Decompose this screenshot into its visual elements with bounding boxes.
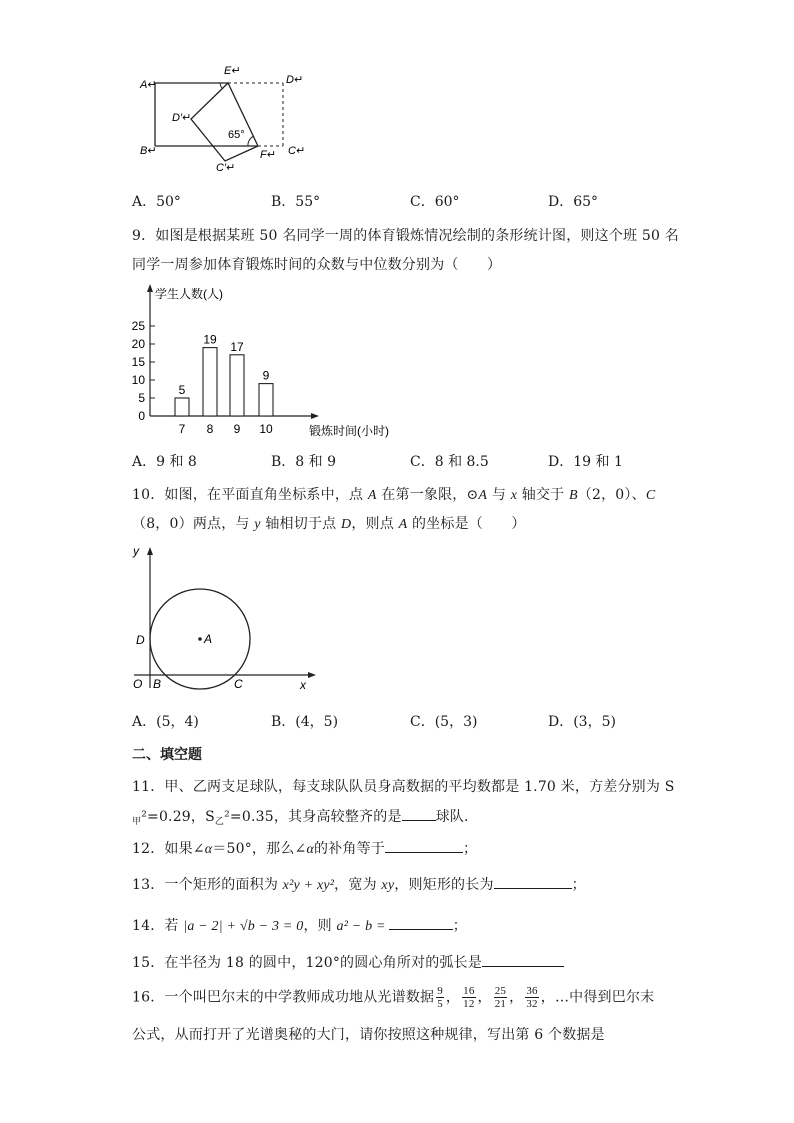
q10-option-a[interactable]: A．(5，4) [132,714,199,730]
q8-option-c[interactable]: C．60° [410,194,460,210]
q10-option-c[interactable]: C．(5，3) [410,714,478,730]
y-tick-label: 0 [138,409,145,423]
fraction-4: $\frac{36}{32}$ [526,985,538,1010]
fraction-1: $\frac{9}{5}$ [437,985,443,1010]
q11-stem-line1: 11．甲、乙两支足球队，每支球队队员身高数据的平均数都是 1.70 米，方差分别为 S [132,779,675,795]
label-D-prime: D′↵ [172,112,192,124]
y-axis-arrow [147,284,153,292]
bar-value-label: 9 [262,368,270,383]
label-A: A↵ [140,79,157,91]
q9-option-d[interactable]: D．19 和 1 [548,454,623,470]
q13-answer-blank[interactable] [494,876,572,889]
area-expression: x²y + xy² [282,878,335,893]
label-C-prime: C′↵ [216,162,236,174]
q10-stem-line1: 10．如图，在平面直角坐标系中，点 A 在第一象限，⊙A 与 x 轴交于 B（2，0）、C [132,487,656,503]
width-expression: xy [381,878,395,893]
bar-value-label: 19 [203,332,217,347]
label-C: C [234,677,243,691]
label-A: A [204,632,213,646]
label-y: y [133,544,139,558]
label-C: C↵ [288,145,306,157]
bar-value-label: 17 [230,339,244,354]
result-expression: a² − b = [336,919,386,934]
q13-stem: 13．一个矩形的面积为 x²y + xy²，宽为 xy，则矩形的长为 ； [132,877,586,893]
q15-stem: 15．在半径为 18 的圆中，120°的圆心角所对的弧长是 [132,952,564,972]
x-axis-label: 锻炼时间(小时) [309,424,389,438]
bar-chart [125,282,389,440]
q9-stem-line1: 9．如图是根据某班 50 名同学一周的体育锻炼情况绘制的条形统计图，则这个班 50 名 [132,228,679,244]
section-title-fill-in: 二、填空题 [132,747,202,763]
bar-8 [203,348,217,416]
y-axis-label: 学生人数(人) [155,287,223,301]
q16-stem-line1: 16．一个叫巴尔末的中学教师成功地从光谱数据 $\frac{9}{5}$ ， $\frac{16}{12}$ ， $\frac{25}{21}$ ， $\frac{36}{32}$ ，…中得到巴尔末 [132,985,655,1010]
bar-10 [259,384,273,416]
label-D: D↵ [286,74,304,86]
y-tick-label: 10 [131,373,145,387]
q8-option-d[interactable]: D．65° [548,194,599,210]
fraction-2: $\frac{16}{12}$ [463,985,475,1010]
q9-stem-line2: 同学一周参加体育锻炼时间的众数与中位数分别为（ ） [132,257,502,273]
q15-answer-blank[interactable] [482,954,564,967]
x-category-label: 7 [178,422,186,436]
angle-65-label: 65° [228,129,245,141]
y-tick-label: 15 [131,355,145,369]
y-tick-label: 5 [138,391,145,405]
q11-answer-blank[interactable] [402,808,436,821]
q10-option-d[interactable]: D．(3，5) [548,714,616,730]
q9-option-c[interactable]: C．8 和 8.5 [410,454,489,470]
label-O: O [133,677,143,691]
q12-stem: 12．如果∠α＝50°，那么∠α的补角等于 ； [132,841,478,857]
q8-option-a[interactable]: A．50° [132,194,181,210]
x-category-label: 9 [233,422,241,436]
q14-stem: 14．若 |a − 2| + √b − 3 = 0，则 a² − b = ； [132,918,467,934]
q8-option-b[interactable]: B．55° [271,194,321,210]
q16-stem-line2: 公式，从而打开了光谱奥秘的大门，请你按照这种规律，写出第 6 个数据是 [132,1027,605,1043]
y-tick-label: 25 [131,319,145,333]
q9-option-b[interactable]: B．8 和 9 [271,454,337,470]
bar-value-label: 5 [178,383,186,397]
x-category-label: 8 [206,422,214,436]
label-x: x [300,678,306,692]
label-D: D [136,633,145,647]
q14-answer-blank[interactable] [389,917,453,930]
q10-stem-line2: （8，0）两点，与 y 轴相切于点 D，则点 A 的坐标是（ ） [132,516,526,532]
q11-stem-line2: $_甲$²=0.29，$S_乙^2=0.35$，其身高较整齐的是 球队． [132,809,479,827]
label-E: E↵ [224,65,241,77]
absolute-sqrt-expression: |a − 2| + √b − 3 = 0 [183,919,304,934]
fraction-3: $\frac{25}{21}$ [494,985,507,1010]
label-B: B [153,677,162,691]
folding-rectangle-figure [130,58,310,176]
label-F: F↵ [260,149,276,161]
center-point-A [198,637,202,641]
y-tick-label: 20 [131,337,145,351]
bar-7 [175,398,189,416]
x-category-label: 10 [259,422,273,436]
q12-answer-blank[interactable] [385,840,463,853]
x-axis-arrow [311,413,319,419]
bar-9 [230,355,244,416]
q9-option-a[interactable]: A．9 和 8 [132,454,197,470]
q10-option-b[interactable]: B．(4，5) [271,714,339,730]
coordinate-circle-figure [128,542,318,692]
label-B: B↵ [140,145,157,157]
